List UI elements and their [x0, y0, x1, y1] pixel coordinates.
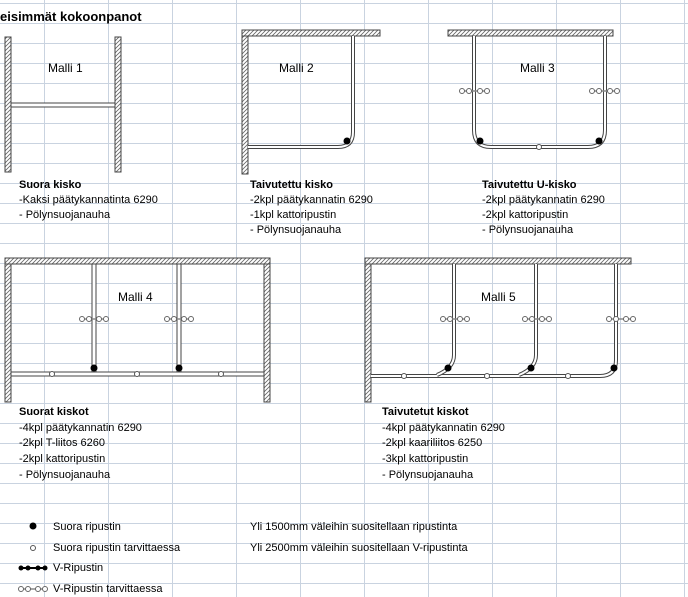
model-item: - Pölynsuojanauha: [482, 224, 574, 236]
model-item: -2kpl kaariliitos 6250: [382, 437, 483, 449]
model-label: Malli 1: [48, 61, 83, 75]
hanger-dot: [344, 138, 351, 145]
diagram-malli-4: [5, 258, 270, 402]
hanger-dot-optional: [485, 374, 490, 379]
model-item: -1kpl kattoripustin: [250, 209, 337, 221]
model-heading: Suora kisko: [19, 179, 82, 191]
hanger-dot: [596, 138, 603, 145]
model-heading: Taivutettu U-kisko: [482, 179, 577, 191]
wall-ceiling: [5, 258, 270, 264]
wall-ceiling: [448, 30, 613, 36]
wall-right: [264, 264, 270, 402]
legend-label: V-Ripustin: [53, 562, 104, 574]
rail-vertical: [92, 264, 96, 372]
model-item: -4kpl päätykannatin 6290: [382, 422, 505, 434]
note: Yli 1500mm väleihin suositellaan ripustinta: [250, 521, 458, 533]
rail: [371, 264, 616, 376]
hanger-dot: [477, 138, 484, 145]
diagram-malli-5: [365, 258, 636, 402]
diagram-malli-3: [448, 30, 620, 150]
legend-label: V-Ripustin tarvittaessa: [53, 583, 163, 595]
diagram-malli-2: [242, 30, 380, 174]
diagram-malli-1: [5, 37, 121, 172]
wall-right: [115, 37, 121, 172]
v-hanger-hollow-icon: [19, 587, 48, 592]
hanger-dot-optional: [402, 374, 407, 379]
rail-vertical: [177, 264, 181, 372]
hanger-dot-optional: [50, 372, 55, 377]
model-item: -2kpl T-liitos 6260: [19, 437, 106, 449]
model-label: Malli 2: [279, 61, 314, 75]
v-hanger-filled-icon: [19, 566, 48, 571]
model-heading: Taivutetut kiskot: [382, 406, 469, 418]
note: Yli 2500mm väleihin suositellaan V-ripustinta: [250, 542, 468, 554]
hanger-dot-optional: [537, 145, 542, 150]
wall-left: [365, 264, 371, 402]
page-title: eisimmät kokoonpanot: [0, 9, 142, 24]
hanger-dot: [611, 365, 618, 372]
hanger-dot: [445, 365, 452, 372]
hollow-dot-icon: [31, 546, 36, 551]
hanger-dot-optional: [566, 374, 571, 379]
wall-left: [5, 37, 11, 172]
model-label: Malli 5: [481, 290, 516, 304]
model-item: -2kpl päätykannatin 6290: [482, 194, 605, 206]
model-item: - Pölynsuojanauha: [382, 469, 474, 481]
legend-label: Suora ripustin tarvittaessa: [53, 542, 181, 554]
wall-ceiling: [242, 30, 380, 36]
hanger-dot: [176, 365, 183, 372]
filled-dot-icon: [30, 523, 37, 530]
model-item: -Kaksi päätykannatinta 6290: [19, 194, 158, 206]
model-label: Malli 3: [520, 61, 555, 75]
v-hanger-optional: [607, 317, 636, 322]
model-label: Malli 4: [118, 290, 153, 304]
wall-left: [5, 264, 11, 402]
model-item: -3kpl kattoripustin: [382, 453, 469, 465]
model-item: -2kpl kattoripustin: [19, 453, 106, 465]
model-item: -2kpl päätykannatin 6290: [250, 194, 373, 206]
legend-label: Suora ripustin: [53, 521, 121, 533]
rail: [248, 36, 353, 147]
wall-left: [242, 36, 248, 174]
model-item: -2kpl kattoripustin: [482, 209, 569, 221]
rail: [11, 103, 115, 107]
model-item: - Pölynsuojanauha: [19, 209, 111, 221]
rail: [474, 36, 605, 147]
model-item: -4kpl päätykannatin 6290: [19, 422, 142, 434]
hanger-dot: [528, 365, 535, 372]
model-heading: Suorat kiskot: [19, 406, 89, 418]
hanger-dot-optional: [135, 372, 140, 377]
model-item: - Pölynsuojanauha: [250, 224, 342, 236]
model-heading: Taivutettu kisko: [250, 179, 333, 191]
wall-ceiling: [365, 258, 631, 264]
hanger-dot: [91, 365, 98, 372]
legend-symbols: [19, 523, 48, 592]
model-item: - Pölynsuojanauha: [19, 469, 111, 481]
hanger-dot-optional: [219, 372, 224, 377]
